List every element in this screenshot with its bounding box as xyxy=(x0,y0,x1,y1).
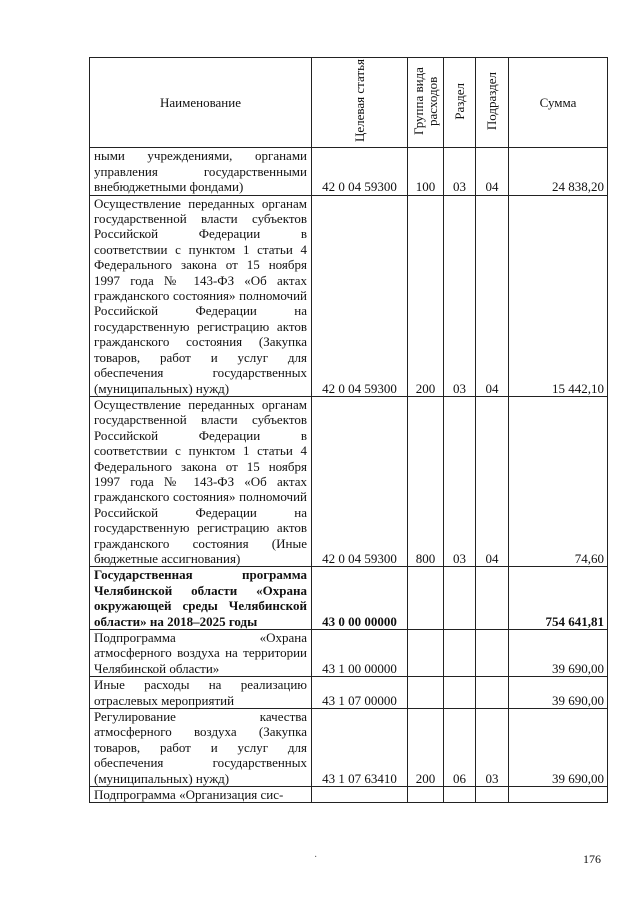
cell-article: 43 0 00 00000 xyxy=(312,567,408,630)
table-header-row xyxy=(90,58,608,148)
cell-sum xyxy=(509,787,608,803)
cell-subsection: 03 xyxy=(476,709,509,787)
header-section: Раздел xyxy=(444,58,476,148)
cell-subsection: 04 xyxy=(476,195,509,396)
cell-group: 100 xyxy=(408,148,444,195)
cell-sum: 39 690,00 xyxy=(509,677,608,709)
cell-subsection xyxy=(476,787,509,803)
cell-section: 03 xyxy=(444,148,476,195)
cell-group xyxy=(408,677,444,709)
cell-name: Регулирование качества атмосферного воздуха (Закупка товаров, работ и услуг для обеспечения государственных (муниципальных) нужд) xyxy=(90,709,312,787)
cell-subsection: 04 xyxy=(476,396,509,566)
cell-name: Подпрограмма «Организация сис- xyxy=(90,787,312,803)
cell-article: 42 0 04 59300 xyxy=(312,148,408,195)
cell-group xyxy=(408,567,444,630)
cell-subsection: 04 xyxy=(476,148,509,195)
cell-name: Осуществление переданных органам государственной власти субъектов Российской Федерации в соответствии с пунктом 1 статьи 4 Федерального закона от 15 ноября 1997 года № 143-ФЗ «Об актах гражданского состояния» полномочий Российской Федерации на государственную регистрацию актов гражданского состояния (Закупка товаров, работ и услуг для обеспечения государственных (муниципальных) нужд) xyxy=(90,195,312,396)
cell-group: 200 xyxy=(408,709,444,787)
cell-group: 800 xyxy=(408,396,444,566)
cell-subsection xyxy=(476,567,509,630)
table-row xyxy=(90,396,608,566)
table-body xyxy=(90,148,608,803)
cell-article: 42 0 04 59300 xyxy=(312,195,408,396)
cell-sum: 39 690,00 xyxy=(509,709,608,787)
header-sum: Сумма xyxy=(509,58,608,148)
cell-section xyxy=(444,787,476,803)
cell-group xyxy=(408,630,444,677)
cell-section xyxy=(444,630,476,677)
table-row xyxy=(90,195,608,396)
cell-section xyxy=(444,677,476,709)
cell-name: Иные расходы на реализацию отраслевых мероприятий xyxy=(90,677,312,709)
cell-section: 03 xyxy=(444,396,476,566)
cell-sum: 15 442,10 xyxy=(509,195,608,396)
cell-subsection xyxy=(476,630,509,677)
table-row xyxy=(90,148,608,195)
header-name: Наименование xyxy=(90,58,312,148)
table-row xyxy=(90,567,608,630)
table-row xyxy=(90,630,608,677)
cell-name: Подпрограмма «Охрана атмосферного воздуха на территории Челябинской области» xyxy=(90,630,312,677)
cell-article: 43 1 00 00000 xyxy=(312,630,408,677)
cell-group xyxy=(408,787,444,803)
cell-section xyxy=(444,567,476,630)
cell-article: 43 1 07 00000 xyxy=(312,677,408,709)
header-article: Целевая статья xyxy=(312,58,408,148)
cell-article: 43 1 07 63410 xyxy=(312,709,408,787)
header-subsection: Подраздел xyxy=(476,58,509,148)
table-row xyxy=(90,787,608,803)
cell-name: Осуществление переданных органам государственной власти субъектов Российской Федерации в соответствии с пунктом 1 статьи 4 Федерального закона от 15 ноября 1997 года № 143-ФЗ «Об актах гражданского состояния» полномочий Российской Федерации на государственную регистрацию актов гражданского состояния (Иные бюджетные ассигнования) xyxy=(90,396,312,566)
page-dot: · xyxy=(314,852,318,863)
cell-sum: 754 641,81 xyxy=(509,567,608,630)
cell-name: ными учреждениями, органами управления государственными внебюджетными фондами) xyxy=(90,148,312,195)
cell-sum: 39 690,00 xyxy=(509,630,608,677)
cell-article: 42 0 04 59300 xyxy=(312,396,408,566)
cell-article xyxy=(312,787,408,803)
cell-section: 03 xyxy=(444,195,476,396)
cell-name: Государственная программа Челябинской области «Охрана окружающей среды Челябинской области» на 2018–2025 годы xyxy=(90,567,312,630)
cell-subsection xyxy=(476,677,509,709)
page-number: 176 xyxy=(583,852,601,866)
cell-group: 200 xyxy=(408,195,444,396)
cell-sum: 74,60 xyxy=(509,396,608,566)
table-row xyxy=(90,677,608,709)
table-row xyxy=(90,709,608,787)
header-group: Группа вида расходов xyxy=(408,58,444,148)
budget-table xyxy=(89,57,608,803)
cell-sum: 24 838,20 xyxy=(509,148,608,195)
cell-section: 06 xyxy=(444,709,476,787)
